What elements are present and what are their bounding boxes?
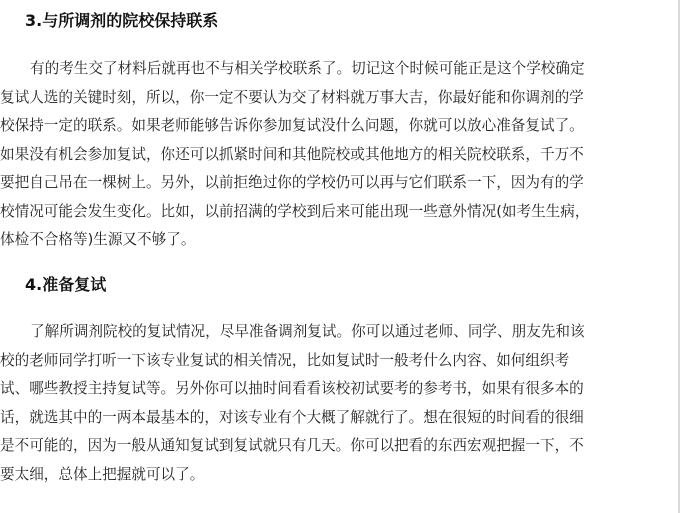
paragraph-line: 校的老师同学打听一下该专业复试的相关情况，比如复试时一般考什么内容、如何组织考 — [0, 351, 570, 369]
paragraph-line: 了解所调剂院校的复试情况，尽早准备调剂复试。你可以通过老师、同学、朋友先和该 — [30, 323, 585, 340]
paragraph-line: 是不可能的，因为一般从通知复试到复试就只有几天。你可以把看的东西宏观把握一下，不 — [0, 437, 584, 454]
section-heading-4: 4.准备复试 — [25, 275, 107, 294]
paragraph-line: 复试人选的关键时刻，所以，你一定不要认为交了材料就万事大吉，你最好能和你调剂的学 — [0, 88, 584, 106]
section-heading-3: 3.与所调剂的院校保持联系 — [25, 11, 219, 30]
paragraph-line: 如果没有机会参加复试，你还可以抓紧时间和其他院校或其他地方的相关院校联系，千万不 — [0, 145, 584, 163]
paragraph-line: 试、哪些教授主持复试等。另外你可以抽时间看看该校初试要考的参考书，如果有很多本的 — [0, 380, 584, 397]
paragraph-line: 有的考生交了材料后就再也不与相关学校联系了。切记这个时候可能正是这个学校确定 — [30, 60, 585, 77]
paragraph-line: 要把自己吊在一棵树上。另外，以前拒绝过你的学校仍可以再与它们联系一下，因为有的学 — [0, 174, 584, 191]
paragraph-line: 话，就选其中的一两本最基本的，对该专业有个大概了解就行了。想在很短的时间看的很细 — [0, 408, 584, 426]
section-4-paragraph — [0, 318, 668, 489]
section-3-paragraph — [0, 55, 668, 255]
paragraph-line: 要太细，总体上把握就可以了。 — [0, 465, 205, 483]
paragraph-line: 体检不合格等)生源又不够了。 — [0, 231, 196, 248]
paragraph-line: 校情况可能会发生变化。比如，以前招满的学校到后来可能出现一些意外情况(如考生生病， — [0, 202, 590, 220]
paragraph-line: 校保持一定的联系。如果老师能够告诉你参加复试没什么问题，你就可以放心准备复试了。 — [0, 117, 584, 134]
